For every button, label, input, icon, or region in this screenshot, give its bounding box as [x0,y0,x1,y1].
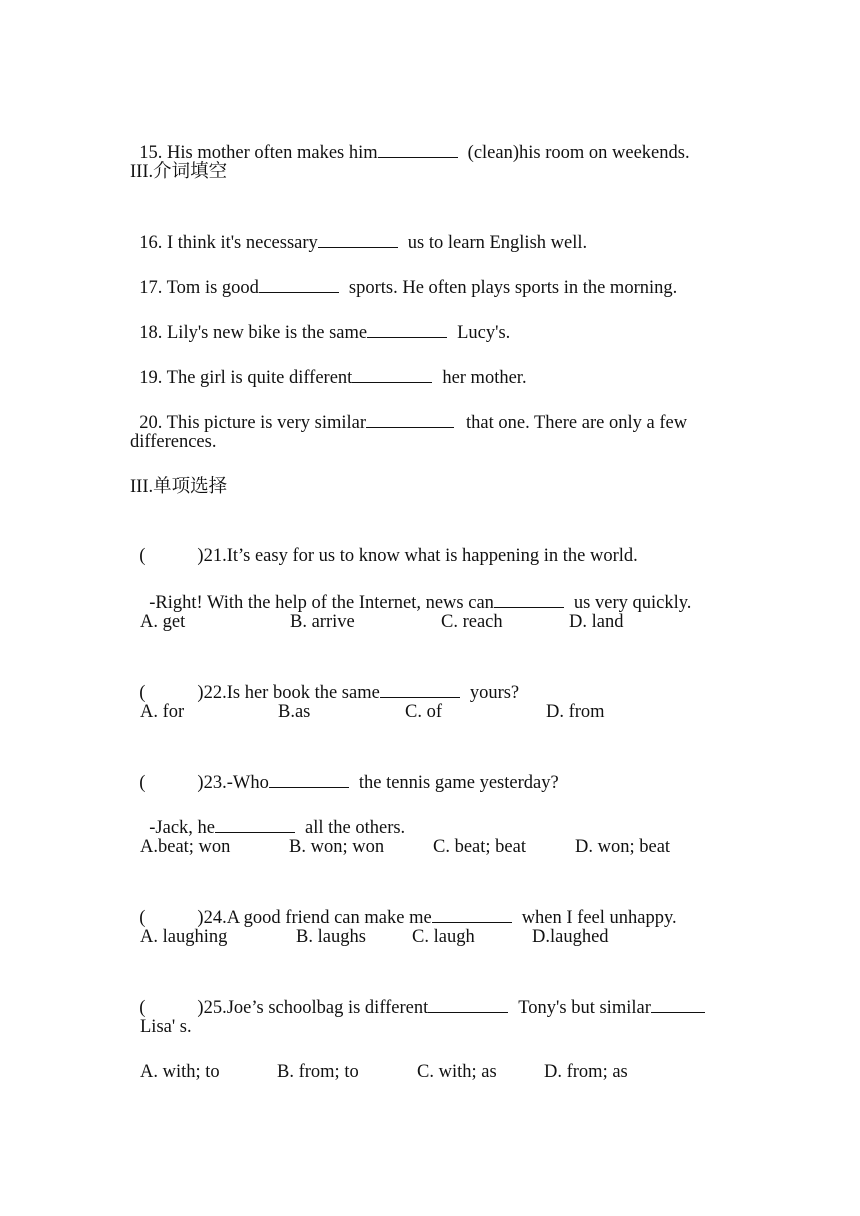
answer-blank[interactable] [366,409,454,428]
q20-text-after: that one. There are only a few [466,413,688,433]
q24-option-c[interactable]: C. laugh [412,927,475,947]
q23-open-paren: ( [139,773,146,793]
q23-text-after: the tennis game yesterday? [358,773,559,793]
q15-text: 15. His mother often makes him [139,143,378,163]
q22-text: )22.Is her book the same [197,683,380,703]
q21-text: )21.It’s easy for us to know what is happening in the world. [197,546,638,566]
answer-blank[interactable] [352,364,432,383]
answer-blank[interactable] [367,319,447,338]
q18-text-after: Lucy's. [457,323,511,343]
q21-option-d[interactable]: D. land [569,612,624,632]
question-21 [130,520,638,568]
answer-blank[interactable] [259,274,339,293]
q23-option-c[interactable]: C. beat; beat [433,837,526,857]
answer-blank[interactable] [651,994,705,1013]
q21-open-paren: ( [139,546,146,566]
q22-option-a[interactable]: A. for [140,702,185,722]
q21-option-b[interactable]: B. arrive [290,612,355,632]
answer-blank[interactable] [380,679,460,698]
q23-option-d[interactable]: D. won; beat [575,837,671,857]
q20-text: 20. This picture is very similar [139,413,367,433]
question-20 [130,385,687,435]
q25-option-b[interactable]: B. from; to [277,1062,359,1082]
q23-line-2 [140,790,405,840]
q25-option-a[interactable]: A. with; to [140,1062,220,1082]
question-19 [130,340,527,390]
question-18 [130,295,510,345]
q20-continuation: differences. [130,432,217,452]
q25-option-c[interactable]: C. with; as [417,1062,497,1082]
q19-text: 19. The girl is quite different [139,368,353,388]
q25-text: )25.Joe’s schoolbag is different [197,998,429,1018]
q24-option-a[interactable]: A. laughing [140,927,228,947]
q25-continuation: Lisa' s. [140,1017,192,1037]
q22-text-after: yours? [469,683,520,703]
question-16 [130,205,587,255]
q24-option-d[interactable]: D.laughed [532,927,609,947]
q21-line2-text: -Right! With the help of the Internet, news can [149,593,494,613]
answer-blank[interactable] [378,139,458,158]
q24-option-b[interactable]: B. laughs [296,927,366,947]
q21-line2-after: us very quickly. [573,593,692,613]
answer-blank[interactable] [428,994,508,1013]
question-17 [130,250,677,300]
q19-text-after: her mother. [442,368,527,388]
q24-text-after: when I feel unhappy. [521,908,677,928]
question-23 [130,745,559,795]
answer-blank[interactable] [215,814,295,833]
q21-option-a[interactable]: A. get [140,612,186,632]
q25-open-paren: ( [139,998,146,1018]
q18-text: 18. Lily's new bike is the same [139,323,368,343]
question-25 [130,970,705,1020]
q16-text: 16. I think it's necessary [139,233,318,253]
q23-line2-after: all the others. [305,818,406,838]
answer-blank[interactable] [494,589,564,608]
question-22 [130,655,519,705]
q22-option-d[interactable]: D. from [546,702,605,722]
q17-text: 17. Tom is good [139,278,259,298]
q22-option-c[interactable]: C. of [405,702,442,722]
section-heading-prepositions: III.介词填空 [130,162,228,182]
q25-text-mid: Tony's but similar [518,998,651,1018]
answer-blank[interactable] [318,229,398,248]
q16-text-after: us to learn English well. [407,233,588,253]
q22-option-b[interactable]: B.as [278,702,311,722]
section-heading-multiple-choice: III.单项选择 [130,477,228,497]
q24-text: )24.A good friend can make me [197,908,432,928]
answer-blank[interactable] [432,904,512,923]
q24-open-paren: ( [139,908,146,928]
q25-option-d[interactable]: D. from; as [544,1062,628,1082]
q21-line-2 [140,565,691,615]
q23-line2-text: -Jack, he [149,818,215,838]
question-24 [130,880,677,930]
q15-text-after: (clean)his room on weekends. [467,143,690,163]
question-15 [130,115,690,165]
q17-text-after: sports. He often plays sports in the morning. [348,278,678,298]
q23-option-b[interactable]: B. won; won [289,837,385,857]
q23-option-a[interactable]: A.beat; won [140,837,231,857]
q23-text: )23.-Who [197,773,269,793]
answer-blank[interactable] [269,769,349,788]
q22-open-paren: ( [139,683,146,703]
q21-option-c[interactable]: C. reach [441,612,503,632]
